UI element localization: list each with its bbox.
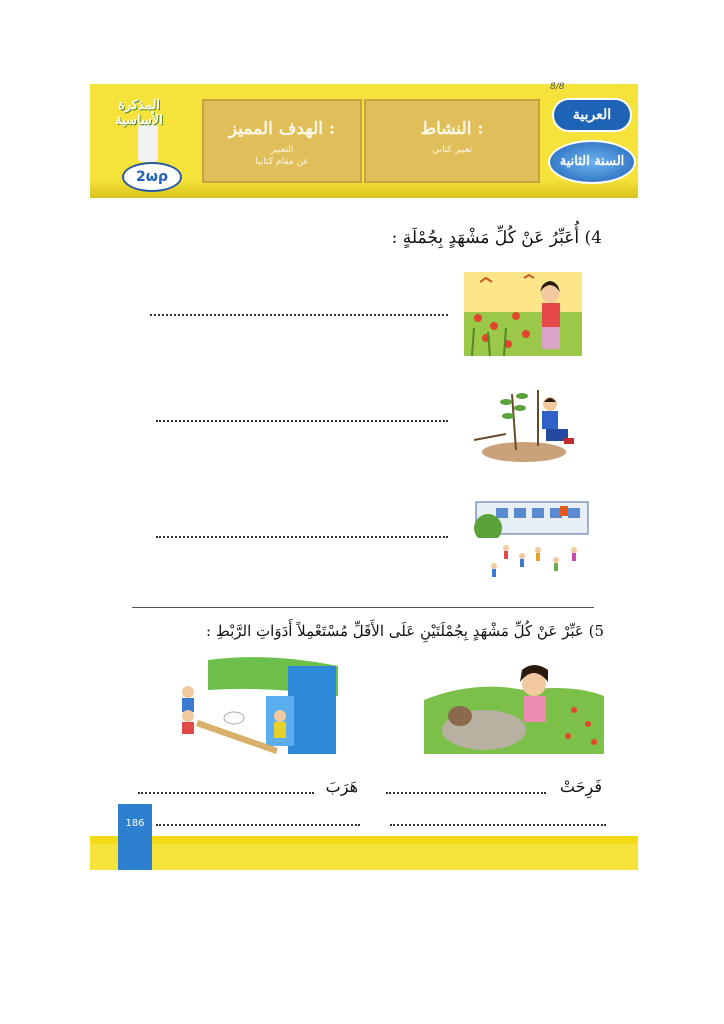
answer-line-2[interactable] [156, 420, 448, 422]
activity-title: النشاط : [420, 119, 484, 139]
answer-line-farihat-1[interactable] [386, 792, 546, 794]
footer-stripe [90, 836, 638, 844]
activity-box [364, 99, 540, 183]
answer-line-farihat-2[interactable] [390, 824, 606, 826]
scene-schoolyard [466, 492, 598, 580]
answer-line-haraba-2[interactable] [156, 824, 360, 826]
exercise4-instruction: 4) أُعَبِّرُ عَنْ كُلِّ مَشْهَدٍ بِجُمْلَةٍ : [391, 228, 602, 248]
goal-title: الهدف المميز : [228, 119, 336, 139]
answer-line-haraba-1[interactable] [138, 792, 314, 794]
goal-box [202, 99, 362, 183]
logo-grip [138, 124, 158, 162]
section-separator [132, 607, 594, 608]
scene-girl-flowers [464, 272, 582, 356]
word-farihat: فَرِحَتْ [559, 777, 602, 796]
logo-title: المذكرة الأساسية [115, 98, 163, 128]
footer-band [90, 844, 638, 870]
word-haraba: هَرَبَ [325, 777, 358, 796]
answer-line-1[interactable] [150, 314, 448, 316]
logo-number: 2ωρ [122, 162, 182, 192]
answer-line-3[interactable] [156, 536, 448, 538]
goal-sub-2: عن مقام كتابيا [255, 157, 309, 167]
goal-sub-1: التعبير [270, 145, 294, 155]
scene-children-running [168, 656, 338, 754]
subject-badge: العربية [552, 98, 632, 132]
page-number: 186 [118, 804, 152, 870]
grade-badge: السنة الثانية [548, 140, 636, 184]
scene-girl-with-sheep [424, 660, 604, 754]
exercise5-instruction: 5) عَبِّرْ عَنْ كُلِّ مَشْهَدٍ بِجُمْلَتَيْنِ عَلَى الأَقَلِّ مُسْتَعْمِلاً أَدَوَاتِ الرَّبْطِ : [206, 622, 604, 640]
activity-sub: تعبير كتابي [432, 145, 472, 155]
worksheet-page [90, 84, 638, 870]
scene-boy-planting [466, 384, 580, 466]
handwritten-note: 8/8 [550, 82, 565, 92]
